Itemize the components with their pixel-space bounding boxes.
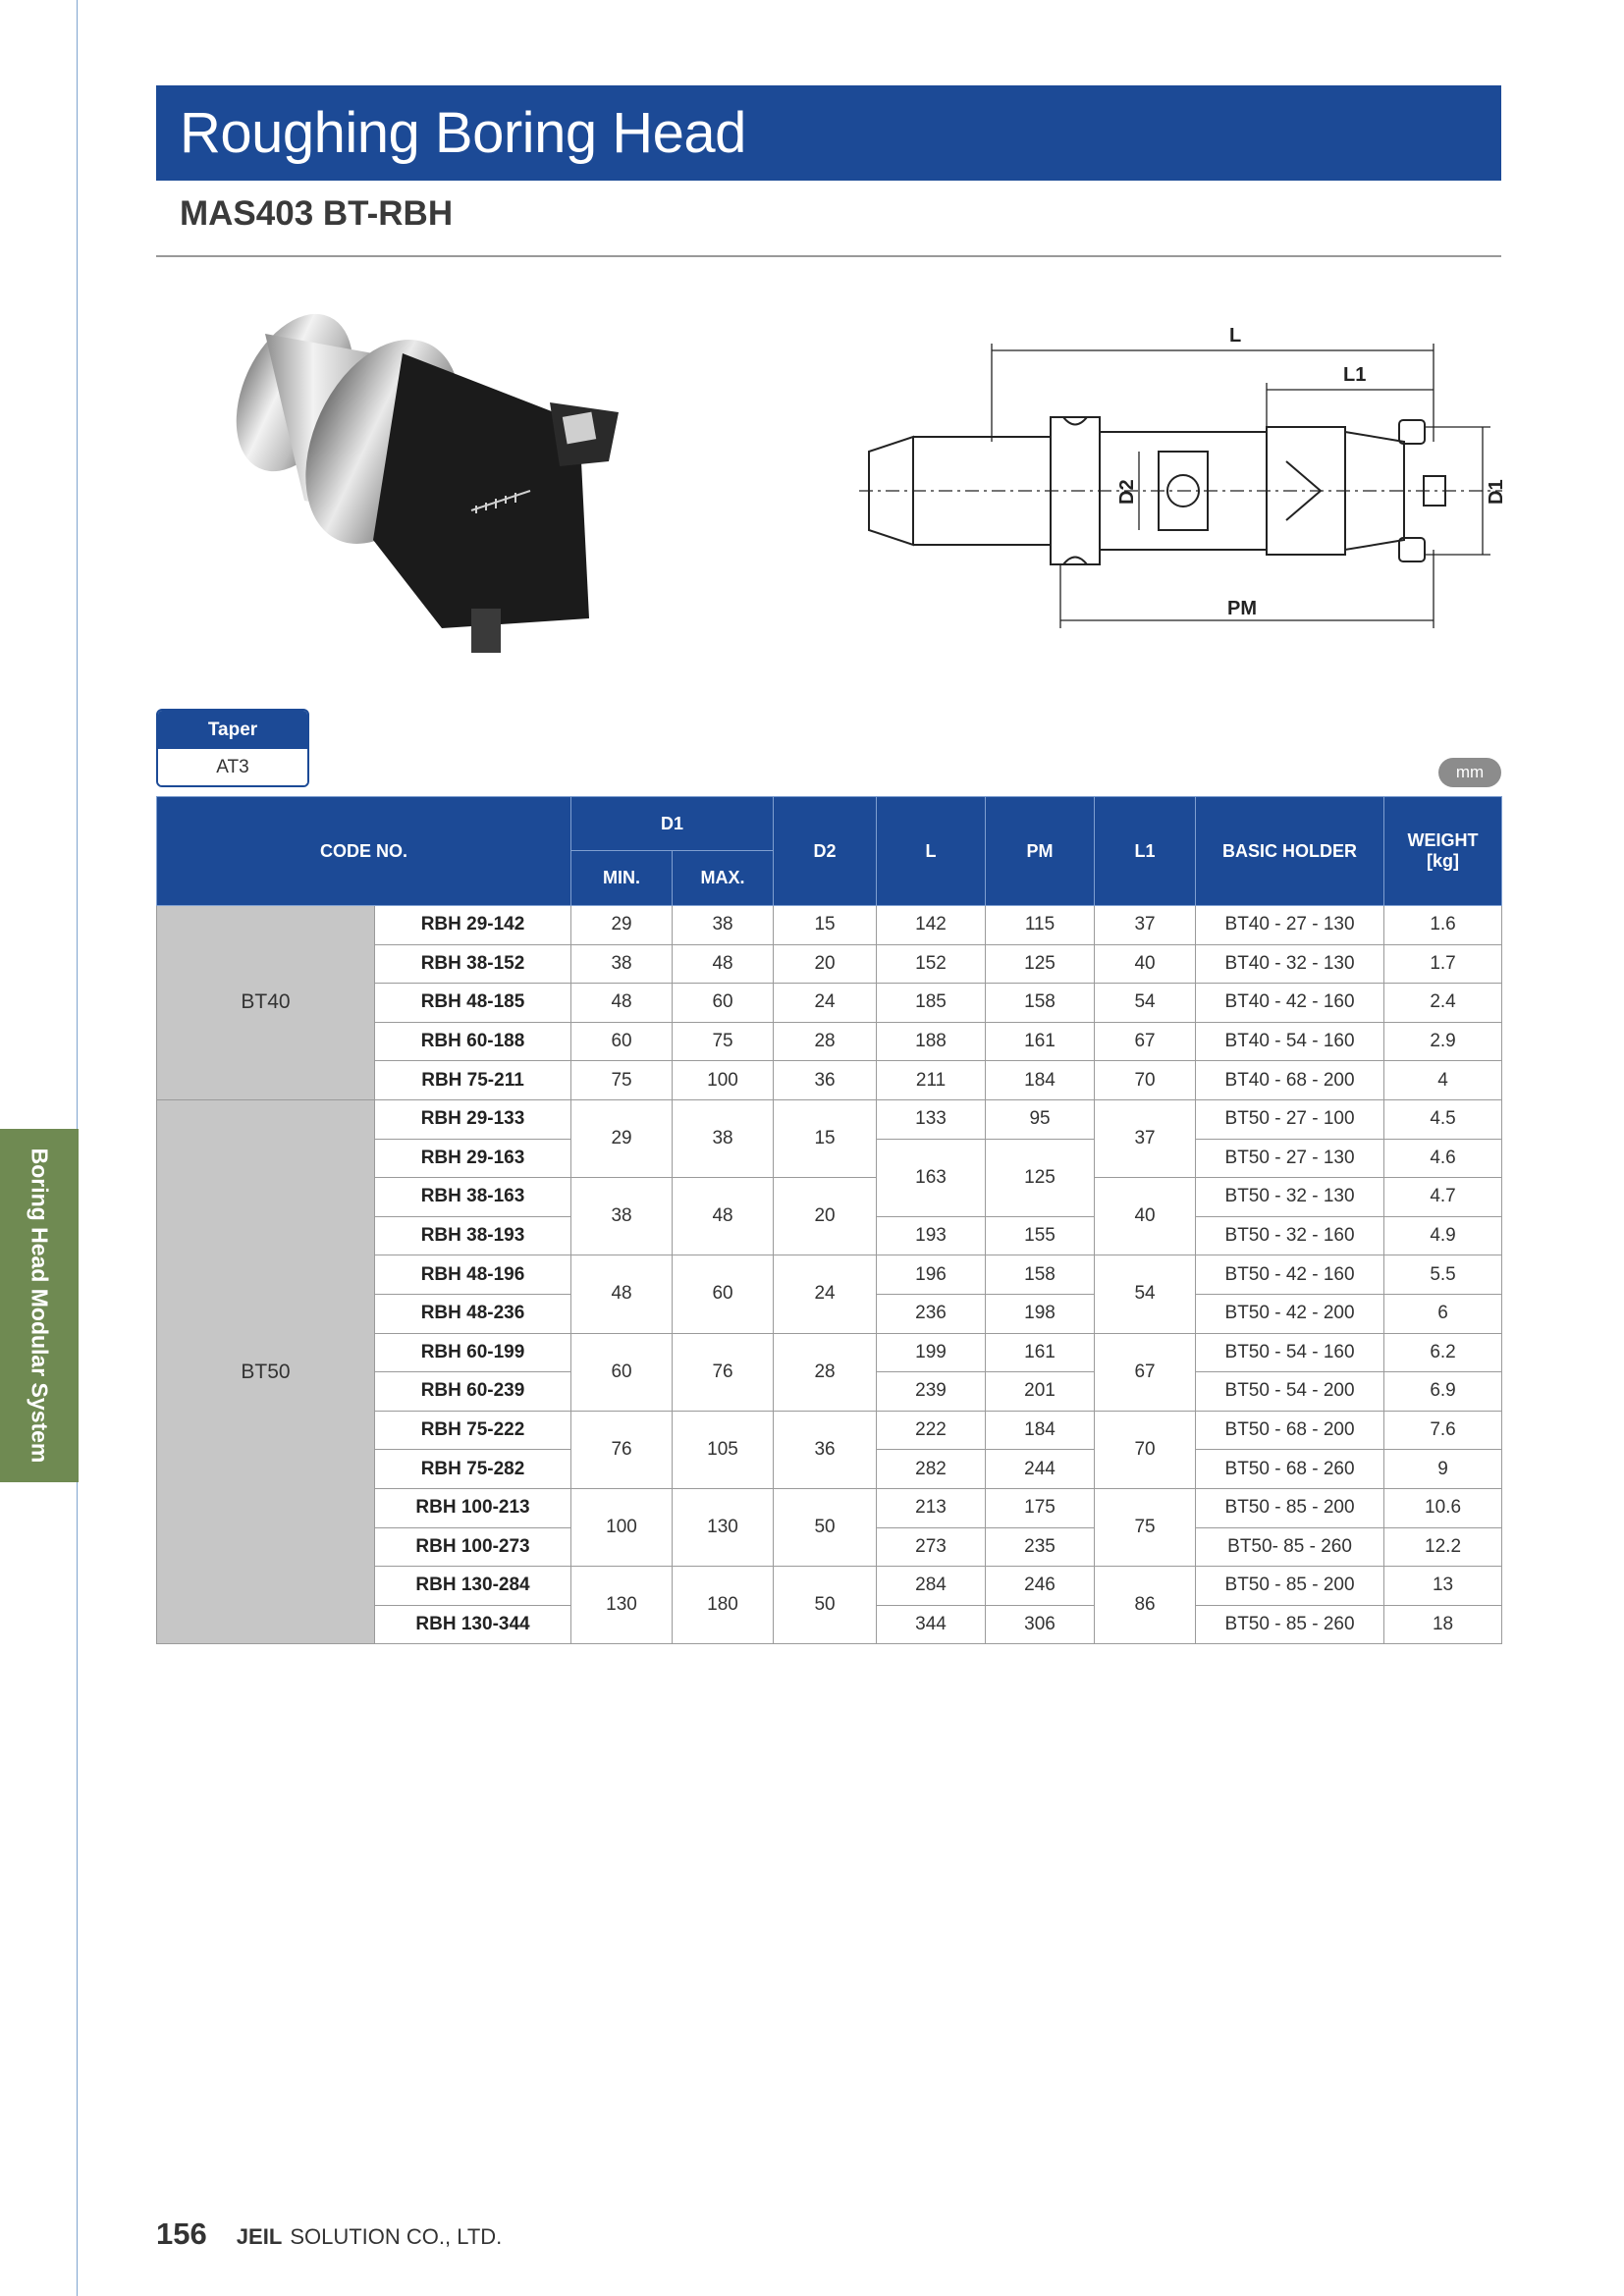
max-cell: 180	[673, 1567, 774, 1644]
l-cell: 213	[877, 1488, 986, 1527]
subtitle-divider	[156, 255, 1501, 257]
max-cell: 48	[673, 944, 774, 984]
code-cell: RBH 60-239	[375, 1372, 571, 1412]
pm-cell: 201	[986, 1372, 1095, 1412]
min-cell: 48	[571, 1255, 673, 1333]
drawing-label-D2: D2	[1116, 479, 1138, 505]
weight-cell: 4	[1384, 1061, 1502, 1100]
l1-cell: 37	[1095, 906, 1196, 945]
code-cell: RBH 130-284	[375, 1567, 571, 1606]
pm-cell: 155	[986, 1216, 1095, 1255]
code-cell: RBH 29-133	[375, 1099, 571, 1139]
pm-cell: 235	[986, 1527, 1095, 1567]
weight-cell: 1.6	[1384, 906, 1502, 945]
min-cell: 38	[571, 1178, 673, 1255]
d2-cell: 15	[774, 906, 877, 945]
d2-cell: 28	[774, 1022, 877, 1061]
holder-cell: BT50 - 42 - 160	[1196, 1255, 1384, 1295]
min-cell: 29	[571, 906, 673, 945]
holder-cell: BT50 - 42 - 200	[1196, 1294, 1384, 1333]
pm-cell: 125	[986, 944, 1095, 984]
code-cell: RBH 100-273	[375, 1527, 571, 1567]
d2-cell: 24	[774, 984, 877, 1023]
l-cell: 239	[877, 1372, 986, 1412]
d2-cell: 36	[774, 1411, 877, 1488]
holder-cell: BT50 - 85 - 200	[1196, 1488, 1384, 1527]
header-l: L	[877, 797, 986, 906]
holder-cell: BT50 - 68 - 200	[1196, 1411, 1384, 1450]
weight-cell: 6	[1384, 1294, 1502, 1333]
group-label-bt40: BT40	[157, 906, 375, 1100]
pm-cell: 246	[986, 1567, 1095, 1606]
l-cell: 222	[877, 1411, 986, 1450]
min-cell: 76	[571, 1411, 673, 1488]
min-cell: 29	[571, 1099, 673, 1177]
weight-cell: 18	[1384, 1605, 1502, 1644]
l1-cell: 67	[1095, 1022, 1196, 1061]
l1-cell: 54	[1095, 984, 1196, 1023]
weight-cell: 6.2	[1384, 1333, 1502, 1372]
pm-cell: 175	[986, 1488, 1095, 1527]
l1-cell: 54	[1095, 1255, 1196, 1333]
code-cell: RBH 100-213	[375, 1488, 571, 1527]
l1-cell: 40	[1095, 944, 1196, 984]
d2-cell: 20	[774, 1178, 877, 1255]
drawing-label-D1: D1	[1486, 479, 1507, 505]
d2-cell: 50	[774, 1567, 877, 1644]
weight-cell: 4.6	[1384, 1139, 1502, 1178]
weight-cell: 4.7	[1384, 1178, 1502, 1217]
d2-cell: 24	[774, 1255, 877, 1333]
l-cell: 142	[877, 906, 986, 945]
max-cell: 75	[673, 1022, 774, 1061]
d2-cell: 15	[774, 1099, 877, 1177]
unit-badge: mm	[1438, 758, 1501, 787]
l-cell: 163	[877, 1139, 986, 1216]
code-cell: RBH 60-199	[375, 1333, 571, 1372]
holder-cell: BT40 - 32 - 130	[1196, 944, 1384, 984]
company-name-rest: SOLUTION CO., LTD.	[290, 2224, 503, 2249]
pm-cell: 125	[986, 1139, 1095, 1216]
l-cell: 284	[877, 1567, 986, 1606]
taper-box	[156, 709, 309, 787]
l-cell: 196	[877, 1255, 986, 1295]
l-cell: 211	[877, 1061, 986, 1100]
pm-cell: 184	[986, 1411, 1095, 1450]
l-cell: 199	[877, 1333, 986, 1372]
min-cell: 100	[571, 1488, 673, 1566]
weight-cell: 6.9	[1384, 1372, 1502, 1412]
min-cell: 75	[571, 1061, 673, 1100]
header-weight: WEIGHT [kg]	[1384, 797, 1502, 906]
min-cell: 60	[571, 1022, 673, 1061]
spec-table	[156, 796, 1502, 1644]
holder-cell: BT40 - 54 - 160	[1196, 1022, 1384, 1061]
d2-cell: 36	[774, 1061, 877, 1100]
header-code-no: CODE NO.	[157, 797, 571, 906]
pm-cell: 184	[986, 1061, 1095, 1100]
weight-cell: 4.5	[1384, 1099, 1502, 1139]
min-cell: 48	[571, 984, 673, 1023]
holder-cell: BT50 - 85 - 260	[1196, 1605, 1384, 1644]
l-cell: 193	[877, 1216, 986, 1255]
group-label-bt50: BT50	[157, 1099, 375, 1643]
weight-cell: 5.5	[1384, 1255, 1502, 1295]
code-cell: RBH 48-185	[375, 984, 571, 1023]
l1-cell: 70	[1095, 1061, 1196, 1100]
technical-drawing	[854, 314, 1512, 648]
header-basic-holder: BASIC HOLDER	[1196, 797, 1384, 906]
weight-cell: 1.7	[1384, 944, 1502, 984]
header-d1-min: MIN.	[571, 851, 673, 906]
l1-cell: 70	[1095, 1411, 1196, 1488]
drawing-label-PM: PM	[1227, 598, 1257, 619]
weight-cell: 7.6	[1384, 1411, 1502, 1450]
drawing-label-L: L	[1229, 325, 1242, 347]
code-cell: RBH 29-142	[375, 906, 571, 945]
taper-value: AT3	[158, 749, 307, 785]
section-side-tab-label: Boring Head Modular System	[27, 1148, 53, 1464]
pm-cell: 115	[986, 906, 1095, 945]
holder-cell: BT40 - 68 - 200	[1196, 1061, 1384, 1100]
header-d1: D1	[571, 797, 774, 851]
section-side-tab	[0, 1129, 79, 1482]
code-cell: RBH 48-196	[375, 1255, 571, 1295]
weight-cell: 2.4	[1384, 984, 1502, 1023]
max-cell: 60	[673, 984, 774, 1023]
code-cell: RBH 38-193	[375, 1216, 571, 1255]
holder-cell: BT40 - 27 - 130	[1196, 906, 1384, 945]
code-cell: RBH 130-344	[375, 1605, 571, 1644]
weight-cell: 4.9	[1384, 1216, 1502, 1255]
holder-cell: BT50 - 85 - 200	[1196, 1567, 1384, 1606]
l1-cell: 37	[1095, 1099, 1196, 1177]
code-cell: RBH 75-222	[375, 1411, 571, 1450]
max-cell: 130	[673, 1488, 774, 1566]
pm-cell: 244	[986, 1450, 1095, 1489]
code-cell: RBH 38-152	[375, 944, 571, 984]
company-name-bold: JEIL	[236, 2224, 283, 2249]
l-cell: 344	[877, 1605, 986, 1644]
l1-cell: 75	[1095, 1488, 1196, 1566]
code-cell: RBH 75-282	[375, 1450, 571, 1489]
drawing-label-L1: L1	[1343, 364, 1367, 386]
code-cell: RBH 38-163	[375, 1178, 571, 1217]
pm-cell: 306	[986, 1605, 1095, 1644]
code-cell: RBH 48-236	[375, 1294, 571, 1333]
max-cell: 38	[673, 1099, 774, 1177]
pm-cell: 198	[986, 1294, 1095, 1333]
l-cell: 236	[877, 1294, 986, 1333]
d2-cell: 28	[774, 1333, 877, 1411]
l1-cell: 86	[1095, 1567, 1196, 1644]
min-cell: 60	[571, 1333, 673, 1411]
pm-cell: 95	[986, 1099, 1095, 1139]
holder-cell: BT50 - 27 - 130	[1196, 1139, 1384, 1178]
d2-cell: 50	[774, 1488, 877, 1566]
header-pm: PM	[986, 797, 1095, 906]
min-cell: 38	[571, 944, 673, 984]
table-row	[157, 1099, 1502, 1139]
holder-cell: BT40 - 42 - 160	[1196, 984, 1384, 1023]
page-title: Roughing Boring Head	[156, 85, 1501, 181]
code-cell: RBH 29-163	[375, 1139, 571, 1178]
pm-cell: 161	[986, 1333, 1095, 1372]
d2-cell: 20	[774, 944, 877, 984]
code-cell: RBH 75-211	[375, 1061, 571, 1100]
max-cell: 105	[673, 1411, 774, 1488]
holder-cell: BT50- 85 - 260	[1196, 1527, 1384, 1567]
max-cell: 60	[673, 1255, 774, 1333]
l1-cell: 40	[1095, 1178, 1196, 1255]
spec-table-body	[157, 906, 1502, 1644]
l-cell: 185	[877, 984, 986, 1023]
header-d2: D2	[774, 797, 877, 906]
l-cell: 188	[877, 1022, 986, 1061]
max-cell: 48	[673, 1178, 774, 1255]
l-cell: 152	[877, 944, 986, 984]
weight-cell: 10.6	[1384, 1488, 1502, 1527]
l-cell: 282	[877, 1450, 986, 1489]
l-cell: 133	[877, 1099, 986, 1139]
holder-cell: BT50 - 68 - 260	[1196, 1450, 1384, 1489]
pm-cell: 161	[986, 1022, 1095, 1061]
holder-cell: BT50 - 27 - 100	[1196, 1099, 1384, 1139]
weight-cell: 2.9	[1384, 1022, 1502, 1061]
min-cell: 130	[571, 1567, 673, 1644]
page-number: 156	[156, 2216, 207, 2251]
holder-cell: BT50 - 54 - 160	[1196, 1333, 1384, 1372]
weight-cell: 13	[1384, 1567, 1502, 1606]
pm-cell: 158	[986, 1255, 1095, 1295]
table-row	[157, 906, 1502, 945]
header-d1-max: MAX.	[673, 851, 774, 906]
holder-cell: BT50 - 32 - 160	[1196, 1216, 1384, 1255]
code-cell: RBH 60-188	[375, 1022, 571, 1061]
weight-cell: 12.2	[1384, 1527, 1502, 1567]
holder-cell: BT50 - 32 - 130	[1196, 1178, 1384, 1217]
max-cell: 100	[673, 1061, 774, 1100]
l1-cell: 67	[1095, 1333, 1196, 1411]
page-footer	[156, 2216, 502, 2252]
product-subtitle: MAS403 BT-RBH	[180, 194, 454, 233]
holder-cell: BT50 - 54 - 200	[1196, 1372, 1384, 1412]
product-photo	[177, 294, 668, 697]
taper-label: Taper	[158, 711, 307, 749]
l-cell: 273	[877, 1527, 986, 1567]
weight-cell: 9	[1384, 1450, 1502, 1489]
max-cell: 38	[673, 906, 774, 945]
max-cell: 76	[673, 1333, 774, 1411]
pm-cell: 158	[986, 984, 1095, 1023]
header-l1: L1	[1095, 797, 1196, 906]
